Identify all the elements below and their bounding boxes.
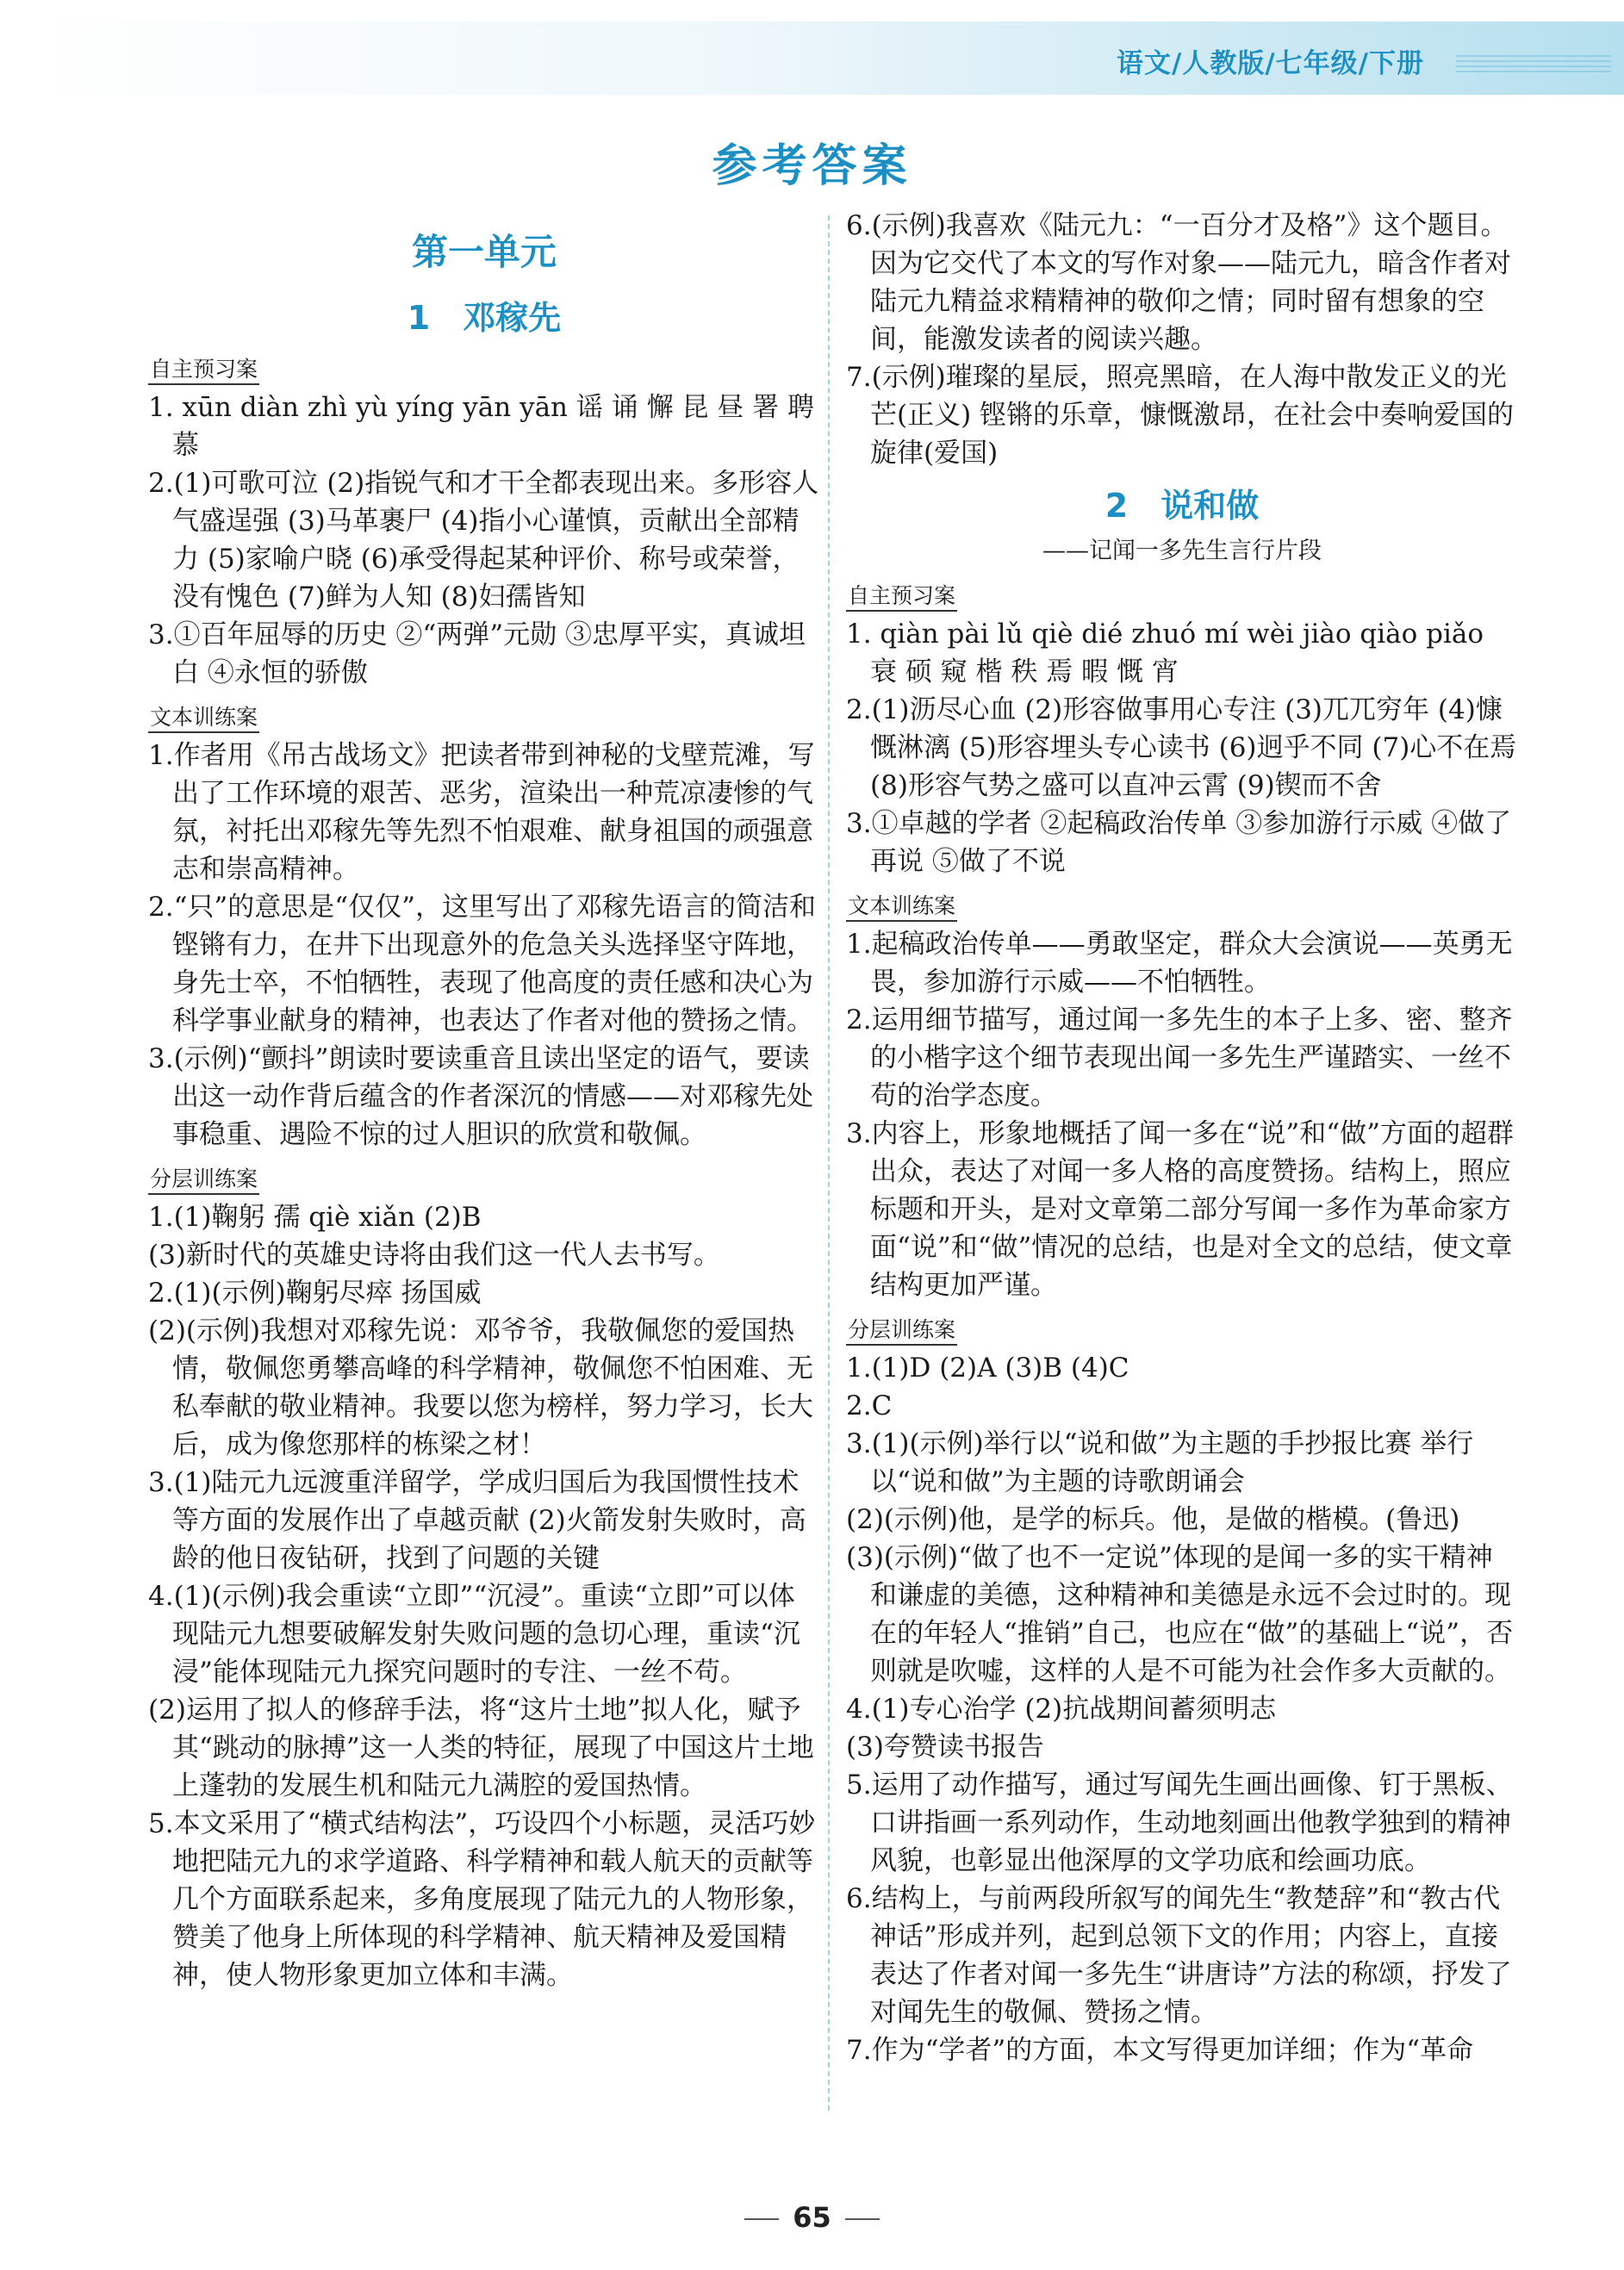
answer-item: 1.作者用《吊古战场文》把读者带到神秘的戈壁荒滩，写出了工作环境的艰苦、恶劣，渲染出一种荒凉凄惨的气氛，衬托出邓稼先等先烈不怕艰难、献身祖国的顽强意志和崇高精神。 (148, 740, 815, 885)
answer-item: 1.(1)D (2)A (3)B (4)C (846, 1353, 1129, 1384)
answer-item: 7.(示例)璀璨的星辰，照亮黑暗，在人海中散发正义的光芒(正义) 铿锵的乐章，慷慨激昂，在社会中奏响爱国的旋律(爱国) (846, 362, 1515, 469)
section-label: 自主预习案 (148, 352, 259, 385)
answer-item: 6.(示例)我喜欢《陆元九：“一百分才及格”》这个题目。因为它交代了本文的写作对象——陆元九，暗含作者对陆元九精益求精精神的敬仰之情；同时留有想象的空间，能激发读者的阅读兴趣。 (846, 210, 1511, 355)
page-number-value: 65 (793, 2201, 831, 2234)
answer-item: 1.起稿政治传单——勇敢坚定，群众大会演说——英勇无畏，参加游行示威——不怕牺牲。 (846, 929, 1513, 998)
right-pre-items (846, 207, 1518, 472)
answer-item: 3.内容上，形象地概括了闻一多在“说”和“做”方面的超群出众，表达了对闻一多人格的高度赞扬。结构上，照应标题和开头，是对文章第二部分写闻一多作为革命家方面“说”和“做”情况的总结，也是对全文的总结，使文章结构更加严谨。 (846, 1118, 1514, 1301)
header-subject-line: 语文/人教版/七年级/下册 (1117, 48, 1424, 79)
lesson-subtitle: ——记闻一多先生言行片段 (1042, 538, 1322, 564)
answer-item: 2.(1)(示例)鞠躬尽瘁 扬国威 (148, 1278, 482, 1309)
unit-title: 第一单元 (411, 231, 557, 273)
answer-item: (2)运用了拟人的修辞手法，将“这片土地”拟人化，赋予其“跳动的脉搏”这一人类的特征，展现了中国这片土地上蓬勃的发展生机和陆元九满腔的爱国热情。 (148, 1695, 814, 1801)
answer-item: (3)夸赞读书报告 (846, 1732, 1044, 1763)
section-label: 文本训练案 (148, 700, 259, 733)
answer-item: (3)新时代的英雄史诗将由我们这一代人去书写。 (148, 1240, 720, 1271)
page-number (0, 2201, 1624, 2234)
answer-item: 2.运用细节描写，通过闻一多先生的本子上多、密、整齐的小楷字这个细节表现出闻一多先生严谨踏实、一丝不苟的治学态度。 (846, 1004, 1513, 1111)
answer-item: 1. xūn diàn zhì yù yíng yān yān 谣 诵 懈 昆 昼 署 聘 慕 (148, 392, 815, 461)
right-sections (846, 570, 1518, 2069)
answer-item: 2.“只”的意思是“仅仅”，这里写出了邓稼先语言的简洁和铿锵有力，在井下出现意外的危急关头选择坚守阵地，身先士卒，不怕牺牲，表现了他高度的责任感和决心为科学事业献身的精神，也表达了作者对他的赞扬之情。 (148, 892, 816, 1036)
right-column (846, 207, 1518, 2069)
answer-item: (3)(示例)“做了也不一定说”体现的是闻一多的实干精神和谦虚的美德，这种精神和美德是永远不会过时的。现在的年轻人“推销”自己，也应在“做”的基础上“说”，否则就是吹嘘，这样的人是不可能为社会作多大贡献的。 (846, 1542, 1514, 1687)
answer-item: 4.(1)专心治学 (2)抗战期间蓄须明志 (846, 1694, 1277, 1725)
answer-item: 3.(示例)“颤抖”朗读时要读重音且读出坚定的语气，要读出这一动作背后蕴含的作者深沉的情感——对邓稼先处事稳重、遇险不惊的过人胆识的欣赏和敬佩。 (148, 1043, 813, 1150)
answer-item: 3.(1)(示例)举行以“说和做”为主题的手抄报比赛 举行以“说和做”为主题的诗歌朗诵会 (846, 1428, 1474, 1497)
lesson-title: 2 说和做 (1104, 487, 1260, 525)
lesson-title: 1 邓稼先 (407, 299, 562, 337)
answer-item: 2.(1)沥尽心血 (2)形容做事用心专注 (3)兀兀穷年 (4)慷慨淋漓 (5)形容埋头专心读书 (6)迥乎不同 (7)心不在焉 (8)形容气势之盛可以直冲云霄 (9)锲而不舍 (846, 694, 1517, 801)
section-label: 自主预习案 (846, 579, 957, 612)
answer-item: (2)(示例)我想对邓稼先说：邓爷爷，我敬佩您的爱国热情，敬佩您勇攀高峰的科学精神，敬佩您不怕困难、无私奉献的敬业精神。我要以您为榜样，努力学习，长大后，成为像您那样的栋梁之材！ (148, 1315, 813, 1460)
answer-item: 2.C (846, 1390, 893, 1421)
answer-item: 6.结构上，与前两段所叙写的闻先生“教楚辞”和“教古代神话”形成并列，起到总领下文的作用；内容上，直接表达了作者对闻一多先生“讲唐诗”方法的称颂，抒发了对闻先生的敬佩、赞扬之情。 (846, 1883, 1512, 2028)
section-label: 文本训练案 (846, 889, 957, 922)
answer-item: 1.(1)鞠躬 孺 qiè xiǎn (2)B (148, 1202, 482, 1233)
answer-item: (2)(示例)他，是学的标兵。他，是做的楷模。(鲁迅) (846, 1504, 1460, 1535)
left-sections (148, 344, 820, 1994)
answer-item: 3.①卓越的学者 ②起稿政治传单 ③参加游行示威 ④做了再说 ⑤做了不说 (846, 808, 1512, 877)
header-decoration (1456, 52, 1611, 72)
page-title: 参考答案 (712, 140, 912, 192)
answer-item: 1. qiàn pài lǔ qiè dié zhuó mí wèi jiào qiào piǎo 衰 硕 窥 楷 秩 焉 暇 慨 宵 (846, 619, 1484, 687)
answer-item: 7.作为“学者”的方面，本文写得更加详细；作为“革命 (846, 2035, 1474, 2066)
answer-item: 5.本文采用了“横式结构法”，巧设四个小标题，灵活巧妙地把陆元九的求学道路、科学精神和载人航天的贡献等几个方面联系起来，多角度展现了陆元九的人物形象，赞美了他身上所体现的科学精神、航天精神及爱国精神，使人物形象更加立体和丰满。 (148, 1808, 816, 1991)
answer-item: 5.运用了动作描写，通过写闻先生画出画像、钉于黑板、口讲指画一系列动作，生动地刻画出他教学独到的精神风貌，也彰显出他深厚的文学功底和绘画功底。 (846, 1769, 1513, 1876)
section-label: 分层训练案 (846, 1313, 957, 1346)
answer-item: 3.(1)陆元九远渡重洋留学，学成归国后为我国惯性技术等方面的发展作出了卓越贡献 (2)火箭发射失败时，高龄的他日夜钻研，找到了问题的关键 (148, 1467, 806, 1574)
answer-item: 2.(1)可歌可泣 (2)指锐气和才干全都表现出来。多形容人气盛逞强 (3)马革裹尸 (4)指小心谨慎，贡献出全部精力 (5)家喻户晓 (6)承受得起某种评价、称号或荣誉，没有愧色 (7)鲜为人知 (8)妇孺皆知 (148, 468, 819, 613)
section-label: 分层训练案 (148, 1162, 259, 1195)
answer-item: 4.(1)(示例)我会重读“立即”“沉浸”。重读“立即”可以体现陆元九想要破解发射失败问题的急切心理，重读“沉浸”能体现陆元九探究问题时的专注、一丝不苟。 (148, 1581, 800, 1688)
left-column (148, 207, 820, 1994)
column-divider (828, 215, 830, 2111)
answer-item: 3.①百年屈辱的历史 ②“两弹”元勋 ③忠厚平实，真诚坦白 ④永恒的骄傲 (148, 619, 806, 688)
